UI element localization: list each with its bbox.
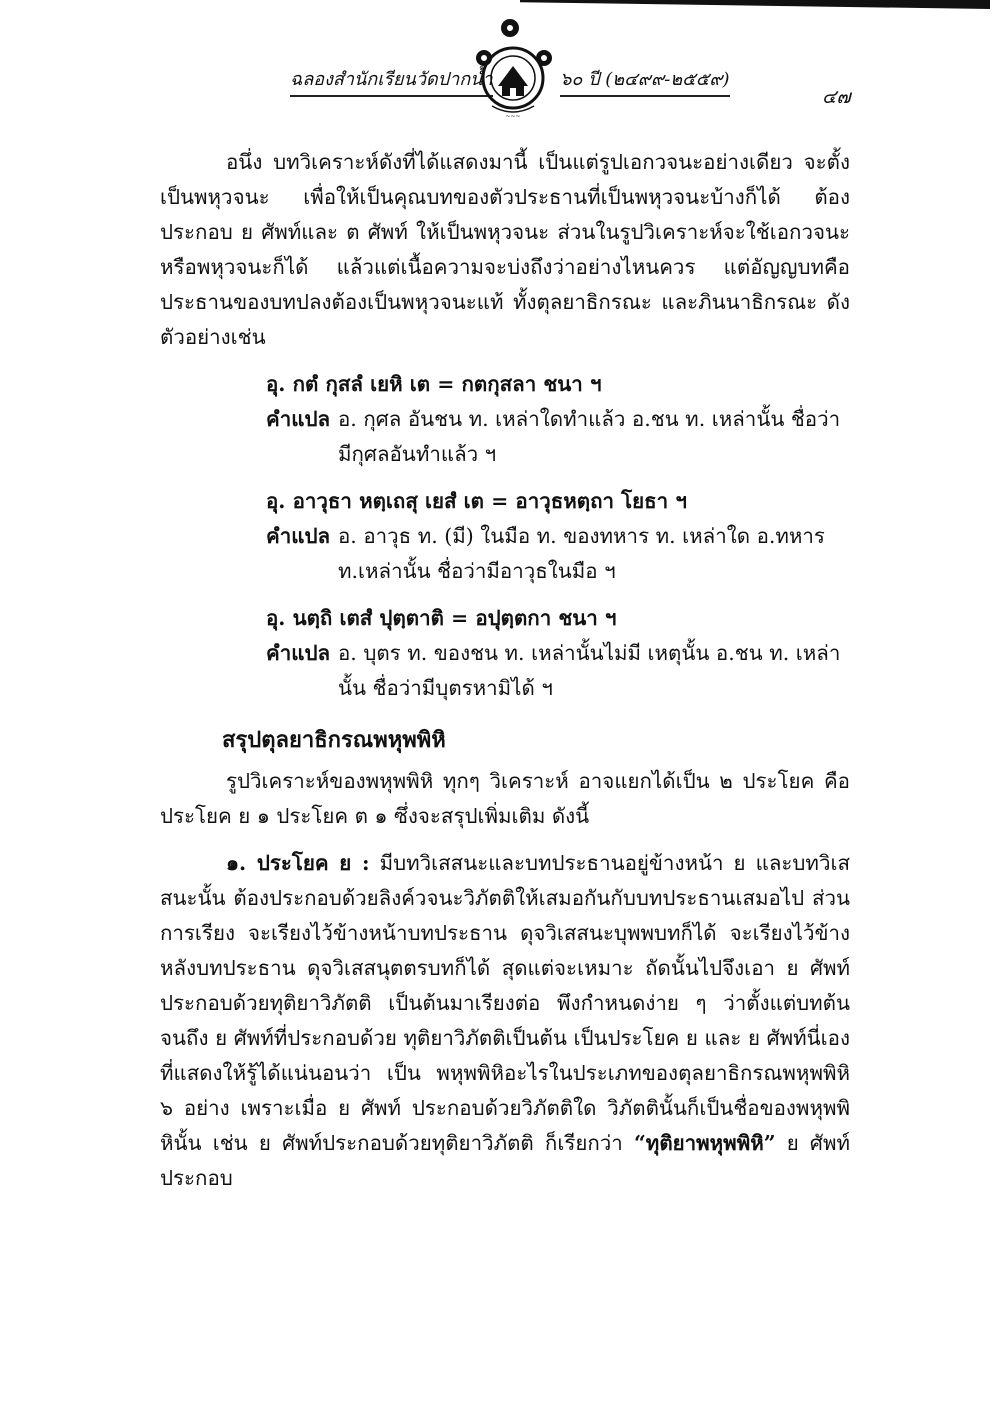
example-3 xyxy=(266,601,850,706)
translation-label: คำแปล xyxy=(266,524,331,548)
item-1-paragraph xyxy=(160,846,850,1196)
item-1-quote: “ทุติยาพหุพพิหิ” xyxy=(634,1131,776,1155)
example-pali-line: อุ. กตํ กุสลํ เยหิ เต = กตกุสลา ชนา ฯ xyxy=(266,372,602,396)
item-1-number: ๑. ประโยค ย : xyxy=(226,851,370,875)
translation-label: คำแปล xyxy=(266,641,331,665)
example-translation xyxy=(266,636,850,706)
page-header xyxy=(0,0,1000,130)
intro-paragraph: อนึ่ง บทวิเคราะห์ดังที่ได้แสดงมานี้ เป็นแต่รูปเอกวจนะอย่างเดียว จะตั้งเป็นพหุวจนะ เพื่อให้เป็นคุณบทของตัวประธานที่เป็นพหุวจนะบ้างก็ได้ ต้องประกอบ ย ศัพท์และ ต ศัพท์ ให้เป็นพหุวจนะ ส่วนในรูปวิเคราะห์จะใช้เอกวจนะ หรือพหุวจนะก็ได้ แล้วแต่เนื้อความจะบ่งถึงว่าอย่างไหนควร แต่อัญญบทคือประธานของบทปลงต้องเป็นพหุวจนะแท้ ทั้งตุลยาธิกรณะ และภินนาธิกรณะ ดังตัวอย่างเช่น xyxy=(160,150,850,349)
main-text xyxy=(160,145,850,1196)
example-translation xyxy=(266,402,850,472)
example-translation xyxy=(266,519,850,589)
svg-text:~~~: ~~~ xyxy=(505,113,521,120)
translation-text: อ. อาวุธ ท. (มี) ในมือ ท. ของทหาร ท. เหล่าใด อ.ทหาร ท.เหล่านั้น ชื่อว่ามีอาวุธในมือ ฯ xyxy=(338,524,825,583)
example-pali-line: อุ. นตฺถิ เตสํ ปุตฺตาติ = อปุตฺตกา ชนา ฯ xyxy=(266,606,617,630)
section-heading: สรุปตุลยาธิกรณพหุพพิหิ xyxy=(222,727,446,753)
header-right-years: ๖๐ ปี (๒๔๙๙-๒๕๕๙) xyxy=(560,64,730,97)
item-1-text: มีบทวิเสสนะและบทประธานอยู่ข้างหน้า ย และบทวิเสสนะนั้น ต้องประกอบด้วยลิงค์วจนะวิภัตติให้เสมอกันกับบทประธานเสมอไป ส่วนการเรียง จะเรียงไว้ข้างหน้าบทประธาน ดุจวิเสสนะบุพพบทก็ได้ จะเรียงไว้ข้างหลังบทประธาน ดุจวิเสสนุตตรบทก็ได้ สุดแต่จะเหมาะ ถัดนั้นไปจึงเอา ย ศัพท์ประกอบด้วยทุติยาวิภัตติ เป็นต้นมาเรียงต่อ พึงกำหนดง่าย ๆ ว่าตั้งแต่บทต้นจนถึง ย ศัพท์ที่ประกอบด้วย ทุติยาวิภัตติเป็นต้น เป็นประโยค ย และ ย ศัพท์นี่เอง ที่แสดงให้รู้ได้แน่นอนว่า เป็น พหุพพิหิอะไรในประเภทของตุลยาธิกรณพหุพพิหิ ๖ อย่าง เพราะเมื่อ ย ศัพท์ ประกอบด้วยวิภัตติใด วิภัตตินั้นก็เป็นชื่อของพหุพพิหินั้น เช่น ย ศัพท์ประกอบด้วยทุติยาวิภัตติ ก็เรียกว่า xyxy=(160,851,850,1155)
translation-text: อ. กุศล อันชน ท. เหล่าใดทำแล้ว อ.ชน ท. เหล่านั้น ชื่อว่ามีกุศลอันทำแล้ว ฯ xyxy=(338,407,841,466)
example-pali-line: อุ. อาวุธา หตฺเถสุ เยสํ เต = อาวุธหตฺถา โยธา ฯ xyxy=(266,489,687,513)
example-1 xyxy=(266,367,850,472)
example-2 xyxy=(266,484,850,589)
temple-emblem-logo xyxy=(468,14,558,122)
translation-label: คำแปล xyxy=(266,407,331,431)
page-number: ๔๗ xyxy=(822,86,851,108)
item-1-text-after: ย ศัพท์ประกอบ xyxy=(160,1131,850,1190)
header-left-title: ฉลองสำนักเรียนวัดปากน้ำ xyxy=(290,64,493,97)
summary-paragraph: รูปวิเคราะห์ของพหุพพิหิ ทุกๆ วิเคราะห์ อาจแยกได้เป็น ๒ ประโยค คือ ประโยค ย ๑ ประโยค ต ๑ ซึ่งจะสรุปเพิ่มเติม ดังนี้ xyxy=(160,769,850,828)
translation-text: อ. บุตร ท. ของชน ท. เหล่านั้นไม่มี เหตุนั้น อ.ชน ท. เหล่านั้น ชื่อว่ามีบุตรหามิได้ ฯ xyxy=(338,641,841,700)
